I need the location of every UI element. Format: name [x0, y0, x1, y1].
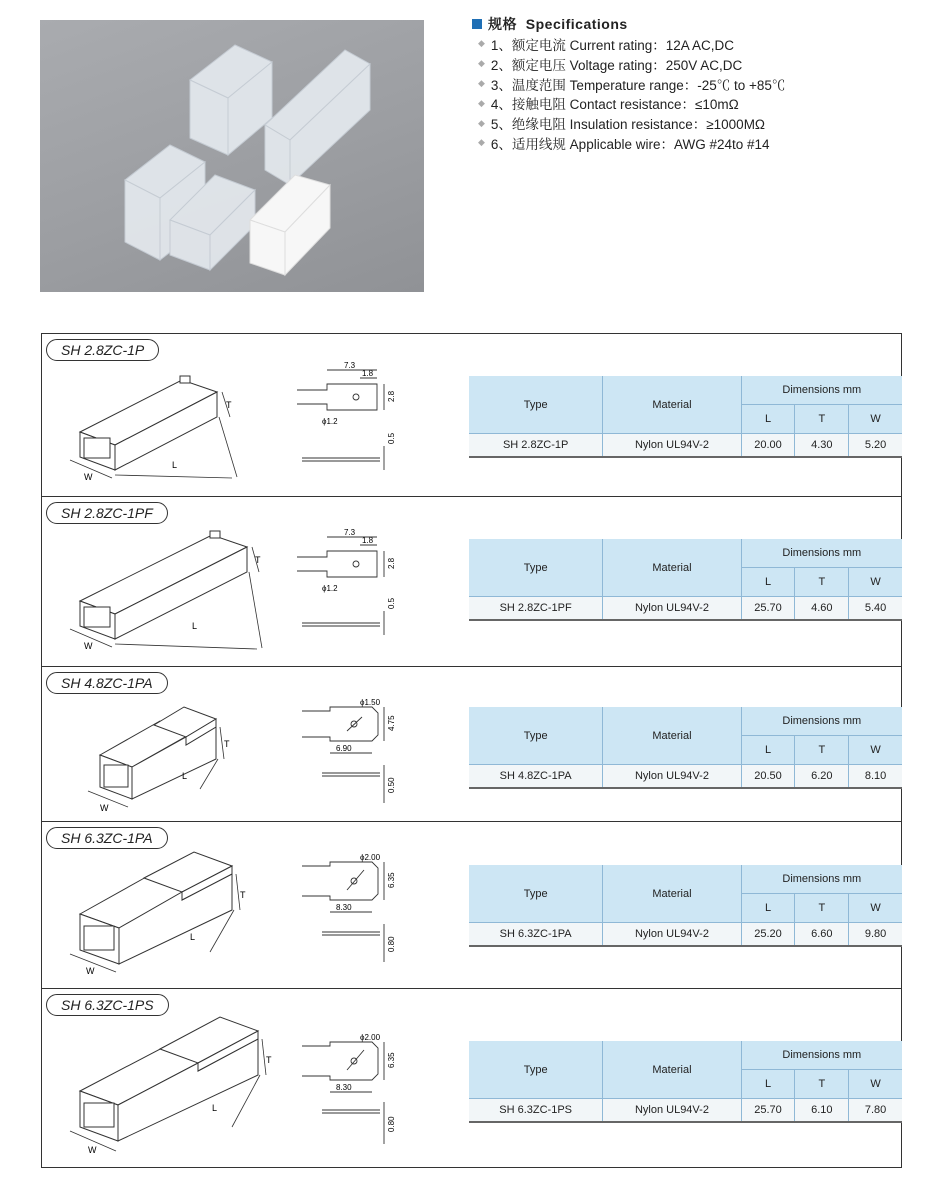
spec-title-cn: 规格 — [488, 16, 517, 32]
dim-e-label: 0.5 — [387, 597, 396, 609]
t-dim-label: T — [224, 739, 230, 749]
material-header: Material — [603, 376, 741, 434]
spec-row — [472, 34, 912, 54]
t-cell: 4.60 — [795, 597, 849, 621]
w-cell: 8.10 — [849, 765, 902, 789]
dimension-table — [469, 707, 902, 789]
w-dim-label: W — [84, 641, 93, 651]
material-cell: Nylon UL94V-2 — [603, 765, 741, 789]
t-header: T — [795, 1070, 849, 1099]
type-header: Type — [469, 376, 603, 434]
spec-text: 6、适用线规 Applicable wire：AWG #24to #14 — [490, 136, 770, 152]
type-header: Type — [469, 865, 603, 923]
l-cell: 25.20 — [741, 923, 795, 947]
w-header: W — [849, 568, 902, 597]
t-header: T — [795, 736, 849, 765]
spec-row — [472, 74, 912, 94]
square-bullet-icon — [472, 19, 482, 29]
product-label: SH 2.8ZC-1PF — [46, 502, 168, 524]
w-cell: 5.20 — [849, 434, 902, 458]
l-cell: 25.70 — [741, 1099, 795, 1123]
w-dim-label: W — [84, 472, 93, 482]
product-section-sh-4-8zc-1pa — [42, 667, 901, 822]
spec-text: 3、温度范围 Temperature range：-25℃ to +85℃ — [490, 77, 786, 93]
spec-title-en: Specifications — [525, 16, 628, 32]
spec-text: 1、额定电流 Current rating：12A AC,DC — [490, 37, 735, 53]
product-catalog — [41, 333, 902, 1168]
product-photo — [40, 20, 424, 292]
dim-a-label: 7.3 — [344, 361, 356, 370]
dim-e-label: 0.80 — [387, 936, 396, 952]
w-dim-label: W — [86, 966, 95, 976]
product-label: SH 2.8ZC-1P — [46, 339, 159, 361]
housing-isometric-drawing — [52, 693, 272, 833]
t-header: T — [795, 894, 849, 923]
w-header: W — [849, 894, 902, 923]
type-header: Type — [469, 539, 603, 597]
w-dim-label: W — [88, 1145, 97, 1155]
dimension-table — [469, 865, 902, 947]
t-dim-label: T — [266, 1055, 272, 1065]
l-dim-label: L — [212, 1103, 218, 1113]
dimension-table — [469, 539, 902, 621]
dim-a-label: 7.3 — [344, 528, 356, 537]
l-dim-label: L — [182, 771, 188, 781]
l-dim-label: L — [192, 621, 198, 631]
t-cell: 4.30 — [795, 434, 849, 458]
terminal-drawing — [292, 1013, 412, 1163]
diamond-bullet-icon: ◆ — [478, 117, 485, 128]
w-header: W — [849, 1070, 902, 1099]
specifications-title — [472, 14, 912, 34]
l-dim-label: L — [172, 460, 178, 470]
t-dim-label: T — [240, 890, 246, 900]
l-header: L — [741, 405, 795, 434]
dim-a-label: ϕ2.00 — [360, 1033, 381, 1042]
type-cell: SH 2.8ZC-1PF — [469, 597, 603, 621]
terminal-drawing — [292, 521, 412, 641]
product-section-sh-6-3zc-1pa — [42, 822, 901, 989]
t-header: T — [795, 568, 849, 597]
dim-b-label: 1.8 — [362, 369, 374, 378]
spec-text: 2、额定电压 Voltage rating：250V AC,DC — [490, 57, 743, 73]
dim-a-label: ϕ1.50 — [360, 698, 381, 707]
terminal-drawing — [292, 358, 412, 478]
w-dim-label: W — [100, 803, 109, 813]
product-section-sh-6-3zc-1ps — [42, 989, 901, 1167]
product-section-sh-2-8zc-1pf — [42, 497, 901, 667]
dim-d-label: ϕ1.2 — [322, 584, 338, 593]
housing-isometric-drawing — [52, 848, 272, 988]
material-header: Material — [603, 707, 741, 765]
t-cell: 6.20 — [795, 765, 849, 789]
dimensions-header: Dimensions mm — [741, 865, 902, 894]
type-cell: SH 6.3ZC-1PS — [469, 1099, 603, 1123]
material-cell: Nylon UL94V-2 — [603, 1099, 741, 1123]
diamond-bullet-icon: ◆ — [478, 58, 485, 69]
dimension-table — [469, 1041, 902, 1123]
diamond-bullet-icon: ◆ — [478, 38, 485, 49]
type-cell: SH 2.8ZC-1P — [469, 434, 603, 458]
housing-isometric-drawing — [52, 1015, 272, 1165]
type-header: Type — [469, 707, 603, 765]
type-header: Type — [469, 1041, 603, 1099]
housing-isometric-drawing — [52, 523, 272, 663]
l-header: L — [741, 568, 795, 597]
dimensions-header: Dimensions mm — [741, 376, 902, 405]
spec-text: 4、接触电阻 Contact resistance：≤10mΩ — [490, 97, 739, 113]
t-cell: 6.10 — [795, 1099, 849, 1123]
dimension-table — [469, 376, 902, 458]
diamond-bullet-icon: ◆ — [478, 137, 485, 148]
dim-e-label: 0.5 — [387, 432, 396, 444]
material-cell: Nylon UL94V-2 — [603, 923, 741, 947]
material-header: Material — [603, 539, 741, 597]
type-cell: SH 6.3ZC-1PA — [469, 923, 603, 947]
material-header: Material — [603, 1041, 741, 1099]
housings-photo-illustration — [40, 20, 424, 292]
t-dim-label: T — [255, 555, 261, 565]
dim-b-label: 1.8 — [362, 536, 374, 545]
l-cell: 20.00 — [741, 434, 795, 458]
type-cell: SH 4.8ZC-1PA — [469, 765, 603, 789]
diamond-bullet-icon: ◆ — [478, 97, 485, 108]
specifications-block — [472, 14, 912, 153]
dim-c-label: 2.8 — [387, 390, 396, 402]
l-cell: 25.70 — [741, 597, 795, 621]
material-cell: Nylon UL94V-2 — [603, 597, 741, 621]
dim-c-label: 2.8 — [387, 557, 396, 569]
dim-b-label: 4.75 — [387, 715, 396, 731]
l-header: L — [741, 736, 795, 765]
l-header: L — [741, 1070, 795, 1099]
dim-a-label: ϕ2.00 — [360, 853, 381, 862]
terminal-drawing — [292, 691, 412, 811]
product-label: SH 4.8ZC-1PA — [46, 672, 168, 694]
spec-text: 5、绝缘电阻 Insulation resistance：≥1000MΩ — [490, 117, 766, 133]
dim-d-label: ϕ1.2 — [322, 417, 338, 426]
diamond-bullet-icon: ◆ — [478, 77, 485, 88]
dim-c-label: 6.90 — [336, 744, 352, 753]
t-cell: 6.60 — [795, 923, 849, 947]
product-section-sh-2-8zc-1p — [42, 334, 901, 497]
spec-row — [472, 93, 912, 113]
w-cell: 7.80 — [849, 1099, 902, 1123]
dim-c-label: 8.30 — [336, 903, 352, 912]
dim-c-label: 8.30 — [336, 1083, 352, 1092]
material-cell: Nylon UL94V-2 — [603, 434, 741, 458]
spec-row — [472, 133, 912, 153]
spec-row — [472, 113, 912, 133]
w-cell: 5.40 — [849, 597, 902, 621]
product-label: SH 6.3ZC-1PS — [46, 994, 169, 1016]
dim-b-label: 6.35 — [387, 872, 396, 888]
l-dim-label: L — [190, 932, 196, 942]
dim-e-label: 0.80 — [387, 1116, 396, 1132]
t-dim-label: T — [226, 400, 232, 410]
dim-e-label: 0.50 — [387, 777, 396, 793]
terminal-drawing — [292, 846, 412, 966]
material-header: Material — [603, 865, 741, 923]
w-header: W — [849, 405, 902, 434]
housing-isometric-drawing — [52, 360, 272, 500]
dimensions-header: Dimensions mm — [741, 539, 902, 568]
l-header: L — [741, 894, 795, 923]
spec-row — [472, 54, 912, 74]
w-header: W — [849, 736, 902, 765]
t-header: T — [795, 405, 849, 434]
dimensions-header: Dimensions mm — [741, 1041, 902, 1070]
product-label: SH 6.3ZC-1PA — [46, 827, 168, 849]
l-cell: 20.50 — [741, 765, 795, 789]
dimensions-header: Dimensions mm — [741, 707, 902, 736]
w-cell: 9.80 — [849, 923, 902, 947]
dim-b-label: 6.35 — [387, 1052, 396, 1068]
